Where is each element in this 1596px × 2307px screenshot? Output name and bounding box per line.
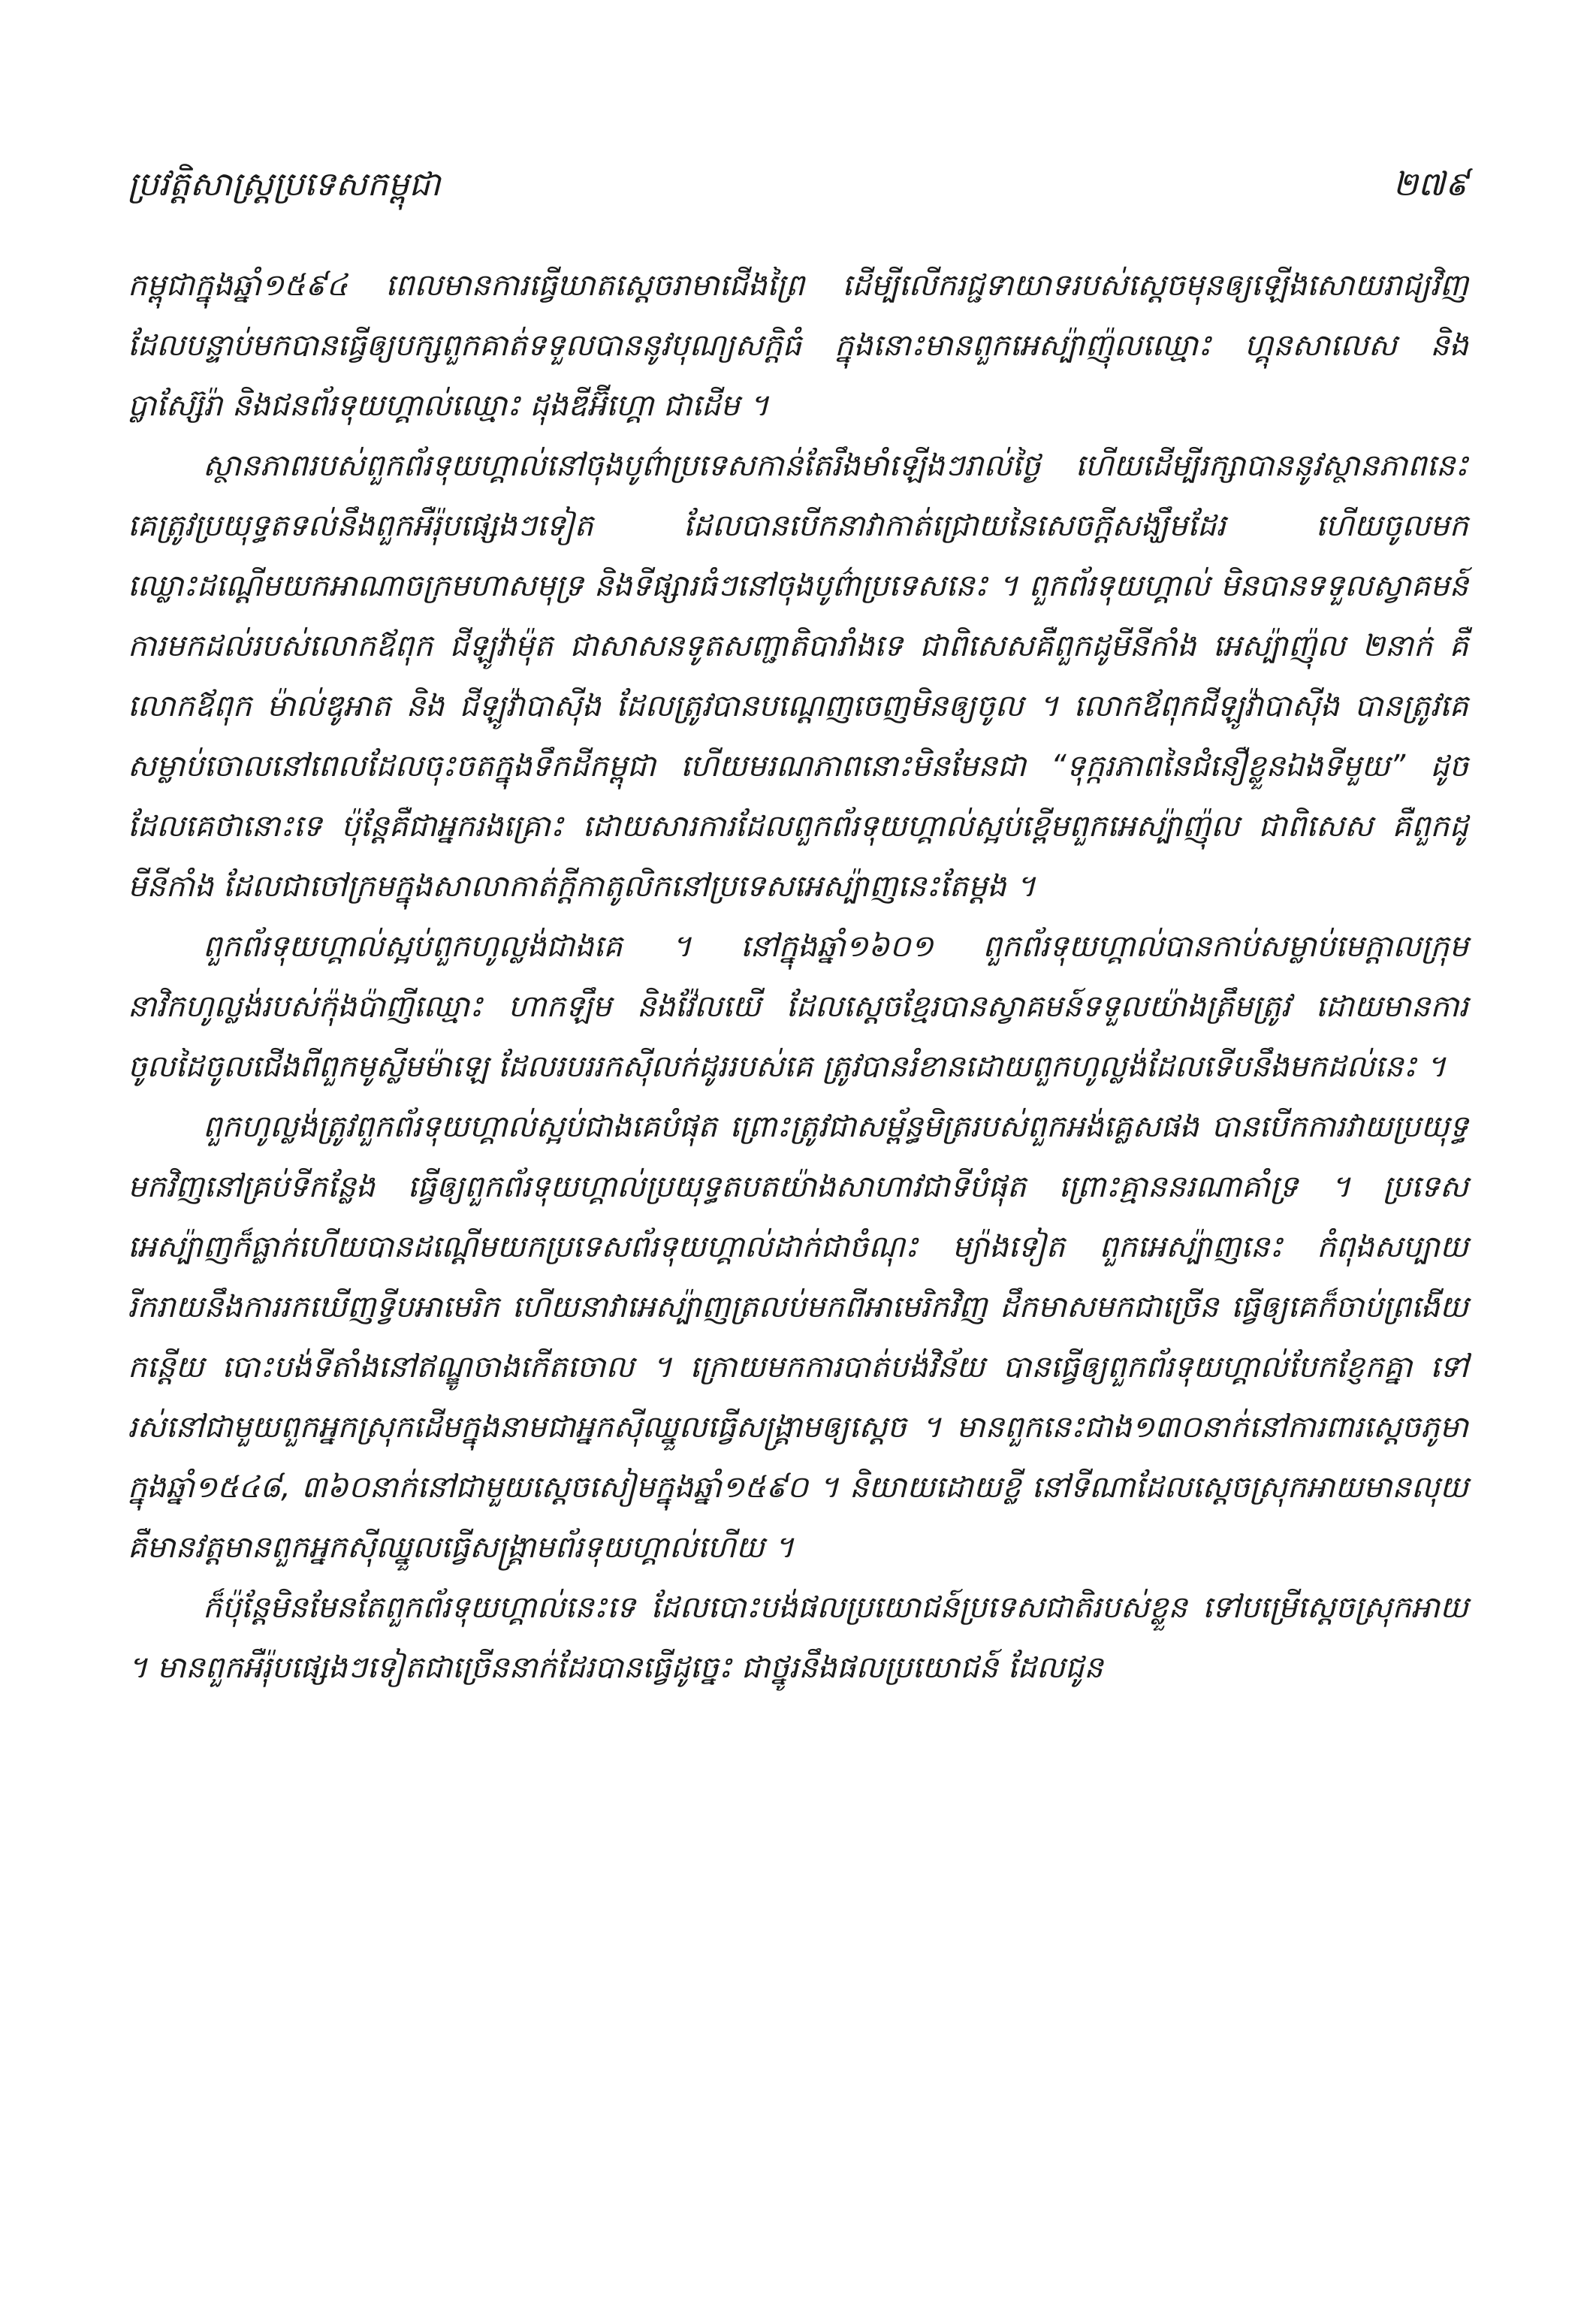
paragraph: ក៏ប៉ុន្តែមិនមែនតែពួកព័រទុយហ្គាល់នេះទេ ដែលបោះបង់ផលប្រយោជន៍ប្រទេសជាតិរបស់ខ្លួន ទៅបម្រើស្តេចស្រុកអាយ ។ មានពួកអឺរ៉ុបផ្សេងៗទៀតជាច្រើននាក់ដែរបានធ្វើដូច្នេះ ជាថ្នូរនឹងផលប្រយោជន៍ ដែលជូន xyxy=(128,1590,1468,1685)
paragraph: ពួកហូល្លង់ត្រូវពួកព័រទុយហ្គាល់ស្អប់ជាងគេបំផុត ព្រោះត្រូវជាសម្ព័ន្ធមិត្ររបស់ពួកអង់គ្លេសផង បានបើកការវាយប្រយុទ្ធមកវិញនៅគ្រប់ទីកន្លែង ធ្វើឲ្យពួកព័រទុយហ្គាល់ប្រយុទ្ធតបតយ៉ាងសាហាវជាទីបំផុត ព្រោះគ្មាននរណាគាំទ្រ ។ ប្រទេសអេស្ប៉ាញក៏ធ្លាក់ហើយបានដណ្តើមយកប្រទេសព័រទុយហ្គាល់ដាក់ជាចំណុះ ម្យ៉ាងទៀត ពួកអេស្ប៉ាញនេះ កំពុងសប្បាយរីករាយនឹងការរកឃើញទ្វីបអាមេរិក ហើយនាវាអេស្ប៉ាញត្រលប់មកពីអាមេរិកវិញ ដឹកមាសមកជាច្រើន ធ្វើឲ្យគេក៏ចាប់ព្រងើយកន្តើយ បោះបង់ទីតាំងនៅឥណ្ឌូចាងកើតចោល ។ ក្រោយមកការបាត់បង់វិន័យ បានធ្វើឲ្យពួកព័រទុយហ្គាល់បែកខ្ញែកគ្នា ទៅរស់នៅជាមួយពួកអ្នកស្រុកដើមក្នុងនាមជាអ្នកស៊ីឈ្នួលធ្វើសង្គ្រាមឲ្យស្តេច ។ មានពួកនេះជាង១៣០នាក់នៅការពារស្តេចភូមាក្នុងឆ្នាំ១៥៤៨, ៣៦០នាក់នៅជាមួយស្តេចសៀមក្នុងឆ្នាំ១៥៩០ ។ និយាយដោយខ្លី នៅទីណាដែលស្តេចស្រុកអាយមានលុយ គឺមានវត្តមានពួកអ្នកស៊ីឈ្នួលធ្វើសង្គ្រាមព័រទុយហ្គាល់ហើយ ។ xyxy=(128,1110,1468,1565)
running-title: ប្រវត្តិសាស្ត្រប្រទេសកម្ពុជា xyxy=(128,165,441,204)
page-header xyxy=(128,162,1468,214)
page-number: ២៧៩ xyxy=(1392,165,1468,204)
paragraph: ស្ថានភាពរបស់ពួកព័រទុយហ្គាល់នៅចុងបូព៌ាប្រទេសកាន់តែរឹងមាំឡើងៗរាល់ថ្ងៃ ហើយដើម្បីរក្សាបាននូវស្ថានភាពនេះ គេត្រូវប្រយុទ្ធតទល់នឹងពួកអឺរ៉ុបផ្សេងៗទៀត ដែលបានបើកនាវាកាត់ជ្រោយនៃសេចក្តីសង្ឃឹមដែរ ហើយចូលមកឈ្លោះដណ្តើមយកអាណាចក្រមហាសមុទ្រ និងទីផ្សារធំៗនៅចុងបូព៌ាប្រទេសនេះ ។ ពួកព័រទុយហ្គាល់ មិនបានទទួលស្វាគមន៍ការមកដល់របស់លោកឪពុក ជីឡូវ៉ាម៉ុត ជាសាសនទូតសញ្ជាតិបារាំងទេ ជាពិសេសគឺពួកដូមីនីកាំង អេស្ប៉ាញ៉ុល ២នាក់ គឺលោកឪពុក ម៉ាល់ឌូអាត និង ជីឡូវ៉ាបាស៊ីង ដែលត្រូវបានបណ្តេញចេញមិនឲ្យចូល ។ លោកឪពុកជីឡូវ៉ាបាស៊ីង បានត្រូវគេសម្លាប់ចោលនៅពេលដែលចុះចតក្នុងទឹកដីកម្ពុជា ហើយមរណភាពនោះមិនមែនជា “ទុក្ករភាពនៃជំនឿខ្លួនឯងទីមួយ” ដូចដែលគេថានោះទេ ប៉ុន្តែគឺជាអ្នករងគ្រោះ ដោយសារការដែលពួកព័រទុយហ្គាល់ស្អប់ខ្ពើមពួកអេស្ប៉ាញ៉ុល ជាពិសេស គឺពួកដូមីនីកាំង ដែលជាចៅក្រមក្នុងសាលាកាត់ក្តីកាតូលិកនៅប្រទេសអេស្ប៉ាញនេះតែម្តង ។ xyxy=(128,448,1469,904)
body-text xyxy=(128,255,1468,1698)
paragraph: ពួកព័រទុយហ្គាល់ស្អប់ពួកហូល្លង់ជាងគេ ។ នៅក្នុងឆ្នាំ១៦០១ ពួកព័រទុយហ្គាល់បានកាប់សម្លាប់មេក្តាលក្រុមនាវិកហូល្លង់របស់ក៉ុងប៉ាញីឈ្មោះ ហាកឡឹម និងវ៉ែលយើ ដែលស្តេចខ្មែរបានស្វាគមន៍ទទួលយ៉ាងត្រឹមត្រូវ ដោយមានការចូលដៃចូលជើងពីពួកមូស្លីមម៉ាឡេ ដែលរបររកស៊ីលក់ដូររបស់គេ ត្រូវបានរំខានដោយពួកហូល្លង់ដែលទើបនឹងមកដល់នេះ ។ xyxy=(128,929,1468,1084)
paragraph: កម្ពុជាក្នុងឆ្នាំ១៥៩៤ ពេលមានការធ្វើឃាតស្តេចរាមាជើងព្រៃ ដើម្បីលើករជ្ជទាយាទរបស់ស្តេចមុនឲ្យឡើងសោយរាជ្យវិញ ដែលបន្ទាប់មកបានធ្វើឲ្យបក្សពួកគាត់ទទួលបាននូវបុណ្យសក្តិធំ ក្នុងនោះមានពួកអេស្ប៉ាញ៉ុលឈ្មោះ ហ្គុនសាលេស និងប្លាស្ស៊ែរ៉ា និងជនព័រទុយហ្គាល់ឈ្មោះ ដុងឌីអ៊ីហ្គោ ជាដើម ។ xyxy=(128,268,1468,423)
